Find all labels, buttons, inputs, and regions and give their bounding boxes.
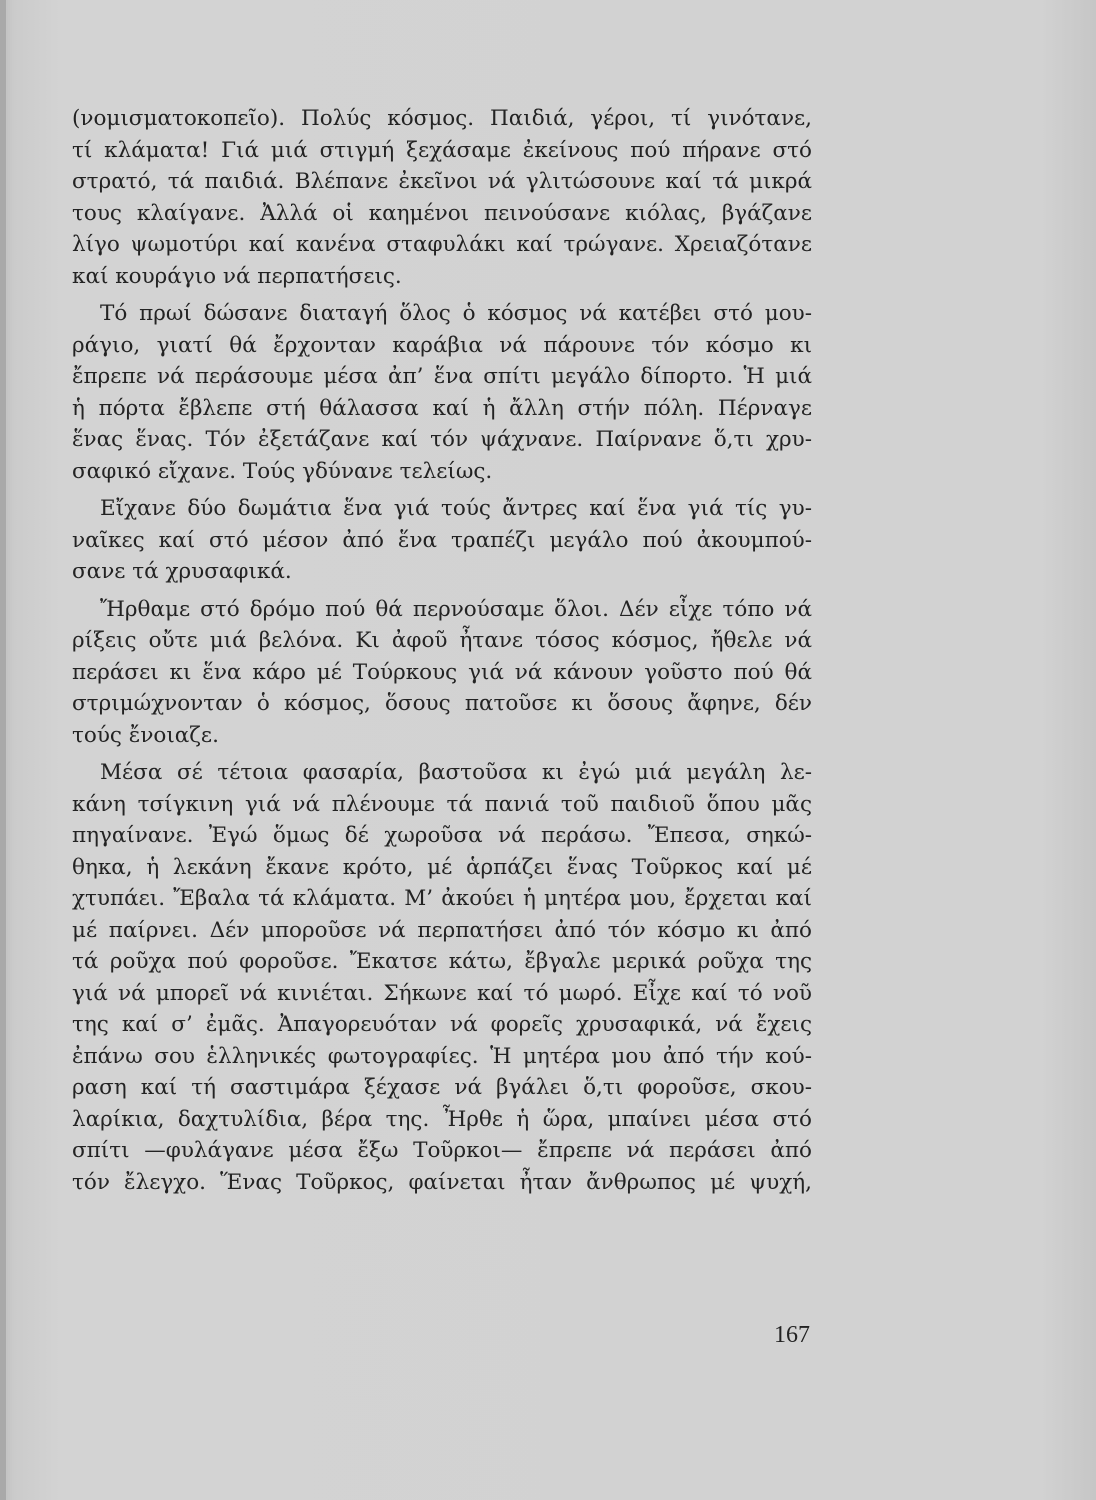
paragraph xyxy=(72,298,812,487)
text-line: στριμώχνονταν ὁ κόσμος, ὅσους πατοῦσε κι ὅσους ἄφηνε, δέν xyxy=(72,691,812,716)
text-line: ἔπρεπε νά περάσουμε μέσα ἀπ’ ἕνα σπίτι μεγάλο δίπορτο. Ἡ μιά xyxy=(72,364,812,389)
text-line: λίγο ψωμοτύρι καί κανένα σταφυλάκι καί τρώγανε. Χρειαζότανε xyxy=(72,232,812,257)
text-line: Μέσα σέ τέτοια φασαρία, βαστοῦσα κι ἐγώ μιά μεγάλη λε- xyxy=(100,760,812,785)
text-line: καί κουράγιο νά περπατήσεις. xyxy=(72,263,402,289)
text-line: ἕνας ἕνας. Τόν ἐξετάζανε καί τόν ψάχνανε. Παίρνανε ὅ,τι χρυ- xyxy=(72,427,812,452)
text-line: ναῖκες καί στό μέσον ἀπό ἕνα τραπέζι μεγάλο πού ἀκουμπού- xyxy=(72,527,812,553)
text-line: κάνη τσίγκινη γιά νά πλένουμε τά πανιά τοῦ παιδιοῦ ὅπου μᾶς xyxy=(72,791,812,817)
text-line: τόν ἔλεγχο. Ἕνας Τοῦρκος, φαίνεται ἦταν ἄνθρωπος μέ ψυχή, xyxy=(72,1169,812,1195)
text-line: (νομισματοκοπεῖο). Πολύς κόσμος. Παιδιά, γέροι, τί γινότανε, xyxy=(72,106,812,131)
body-text xyxy=(72,103,812,1198)
text-line: γιά νά μπορεῖ νά κινιέται. Σήκωνε καί τό μωρό. Εἶχε καί τό νοῦ xyxy=(72,980,812,1006)
text-line: χτυπάει. Ἔβαλα τά κλάματα. Μ’ ἀκούει ἡ μητέρα μου, ἔρχεται καί xyxy=(72,886,812,911)
text-line: πηγαίνανε. Ἐγώ ὅμως δέ χωροῦσα νά περάσω. Ἔπεσα, σηκώ- xyxy=(72,823,812,848)
text-line: Ἤρθαμε στό δρόμο πού θά περνούσαμε ὅλοι. Δέν εἶχε τόπο νά xyxy=(100,596,812,622)
page-binding-edge xyxy=(0,0,6,1500)
text-line: θηκα, ἡ λεκάνη ἔκανε κρότο, μέ ἁρπάζει ἕνας Τοῦρκος καί μέ xyxy=(72,854,812,880)
text-line: Εἴχανε δύο δωμάτια ἕνα γιά τούς ἄντρες καί ἕνα γιά τίς γυ- xyxy=(100,496,812,521)
text-line: λαρίκια, δαχτυλίδια, βέρα της. Ἦρθε ἡ ὥρα, μπαίνει μέσα στό xyxy=(72,1106,812,1132)
text-line: ράγιο, γιατί θά ἔρχονταν καράβια νά πάρουνε τόν κόσμο κι xyxy=(72,332,812,358)
text-line: σανε τά χρυσαφικά. xyxy=(72,559,292,584)
text-line: τους κλαίγανε. Ἀλλά οἱ καημένοι πεινούσανε κιόλας, βγάζανε xyxy=(72,200,812,226)
text-line: ἡ πόρτα ἔβλεπε στή θάλασσα καί ἡ ἄλλη στήν πόλη. Πέρναγε xyxy=(72,395,812,421)
page-number: 167 xyxy=(774,1322,810,1348)
text-line: ραση καί τή σαστιμάρα ξέχασε νά βγάλει ὅ,τι φοροῦσε, σκου- xyxy=(72,1075,812,1100)
text-line: Τό πρωί δώσανε διαταγή ὅλος ὁ κόσμος νά κατέβει στό μου- xyxy=(100,301,812,326)
text-line: σπίτι —φυλάγανε μέσα ἔξω Τοῦρκοι— ἔπρεπε νά περάσει ἀπό xyxy=(72,1138,812,1163)
paragraph xyxy=(72,493,812,588)
text-line: της καί σ’ ἐμᾶς. Ἀπαγορευόταν νά φορεῖς χρυσαφικά, νά ἔχεις xyxy=(72,1012,812,1037)
text-line: στρατό, τά παιδιά. Βλέπανε ἐκεῖνοι νά γλιτώσουνε καί τά μικρά xyxy=(72,169,812,194)
paragraph xyxy=(72,103,812,292)
paragraph xyxy=(72,594,812,752)
text-line: περάσει κι ἕνα κάρο μέ Τούρκους γιά νά κάνουν γοῦστο πού θά xyxy=(72,659,812,685)
text-line: τούς ἔνοιαζε. xyxy=(72,722,219,748)
paragraph xyxy=(72,757,812,1198)
text-line: μέ παίρνει. Δέν μποροῦσε νά περπατήσει ἀπό τόν κόσμο κι ἀπό xyxy=(72,917,812,943)
text-line: τί κλάματα! Γιά μιά στιγμή ξεχάσαμε ἐκείνους πού πήρανε στό xyxy=(72,137,812,163)
text-line: σαφικό εἴχανε. Τούς γδύνανε τελείως. xyxy=(72,458,493,484)
text-line: ρίξεις οὔτε μιά βελόνα. Κι ἀφοῦ ἦτανε τόσος κόσμος, ἤθελε νά xyxy=(72,628,812,653)
text-line: τά ροῦχα πού φοροῦσε. Ἔκατσε κάτω, ἔβγαλε μερικά ροῦχα της xyxy=(72,949,812,974)
text-line: ἐπάνω σου ἑλληνικές φωτογραφίες. Ἡ μητέρα μου ἀπό τήν κού- xyxy=(72,1043,812,1069)
